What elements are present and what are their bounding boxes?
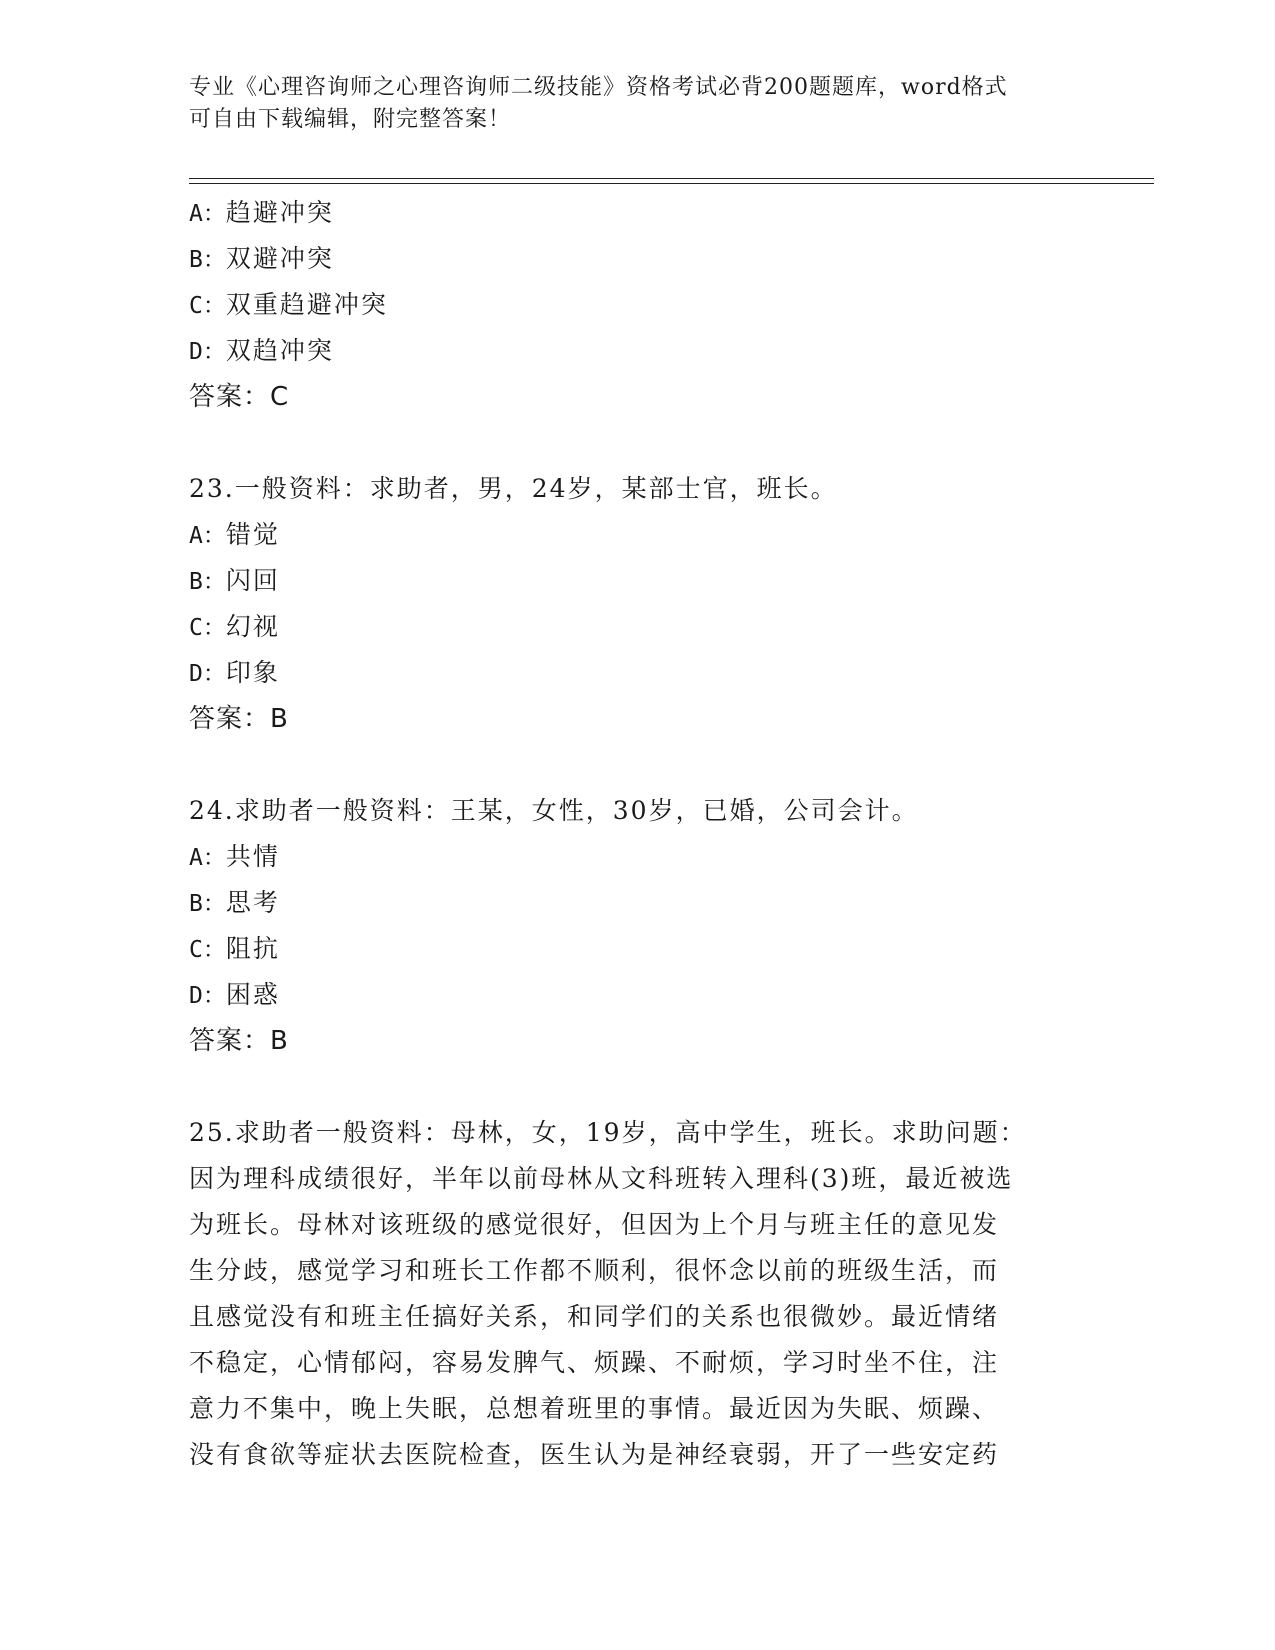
spacer bbox=[189, 420, 1089, 466]
answer-line: 答案：B bbox=[189, 1026, 289, 1056]
paragraph-line: 为班长。母林对该班级的感觉很好，但因为上个月与班主任的意见发 bbox=[189, 1210, 1000, 1239]
header-divider-bottom bbox=[189, 183, 1154, 184]
paragraph-line: 没有食欲等症状去医院检查，医生认为是神经衰弱，开了一些安定药 bbox=[189, 1440, 1000, 1469]
paragraph-line: 且感觉没有和班主任搞好关系，和同学们的关系也很微妙。最近情绪 bbox=[189, 1302, 1000, 1331]
question-24 bbox=[189, 788, 1089, 1064]
option-b: B：闪回 bbox=[189, 566, 280, 595]
option-c: C：阻抗 bbox=[189, 934, 280, 963]
paragraph-line: 意力不集中，晚上失眠，总想着班里的事情。最近因为失眠、烦躁、 bbox=[189, 1394, 1000, 1423]
question-list bbox=[189, 190, 1089, 1478]
header-title-line-1: 专业《心理咨询师之心理咨询师二级技能》资格考试必背200题题库，word格式 bbox=[189, 75, 1008, 100]
option-d: D：印象 bbox=[189, 658, 280, 687]
option-a: A：共情 bbox=[189, 842, 280, 871]
question-stem: 24.求助者一般资料：王某，女性，30岁，已婚，公司会计。 bbox=[189, 796, 919, 825]
document-header bbox=[189, 72, 1069, 136]
paragraph-line: 生分歧，感觉学习和班长工作都不顺利，很怀念以前的班级生活，而 bbox=[189, 1256, 1000, 1285]
spacer bbox=[189, 1064, 1089, 1110]
header-title-line-2: 可自由下载编辑，附完整答案！ bbox=[189, 107, 512, 132]
option-b: B：双避冲突 bbox=[189, 244, 334, 273]
option-d: D：困惑 bbox=[189, 980, 280, 1009]
option-a: A：趋避冲突 bbox=[189, 198, 334, 227]
option-c: C：双重趋避冲突 bbox=[189, 290, 388, 319]
option-c: C：幻视 bbox=[189, 612, 280, 641]
question-stem: 23.一般资料：求助者，男，24岁，某部士官，班长。 bbox=[189, 474, 838, 503]
option-b: B：思考 bbox=[189, 888, 280, 917]
answer-line: 答案：C bbox=[189, 382, 290, 412]
option-a: A：错觉 bbox=[189, 520, 280, 549]
answer-line: 答案：B bbox=[189, 704, 289, 734]
question-25 bbox=[189, 1110, 1089, 1478]
paragraph-line: 因为理科成绩很好，半年以前母林从文科班转入理科(3)班，最近被选 bbox=[189, 1164, 1014, 1193]
question-23 bbox=[189, 466, 1089, 742]
question-22 bbox=[189, 190, 1089, 420]
paragraph-line: 25.求助者一般资料：母林，女，19岁，高中学生，班长。求助问题： bbox=[189, 1118, 1027, 1147]
header-divider-top bbox=[189, 178, 1154, 179]
option-d: D：双趋冲突 bbox=[189, 336, 334, 365]
spacer bbox=[189, 742, 1089, 788]
paragraph-line: 不稳定，心情郁闷，容易发脾气、烦躁、不耐烦，学习时坐不住，注 bbox=[189, 1348, 1000, 1377]
